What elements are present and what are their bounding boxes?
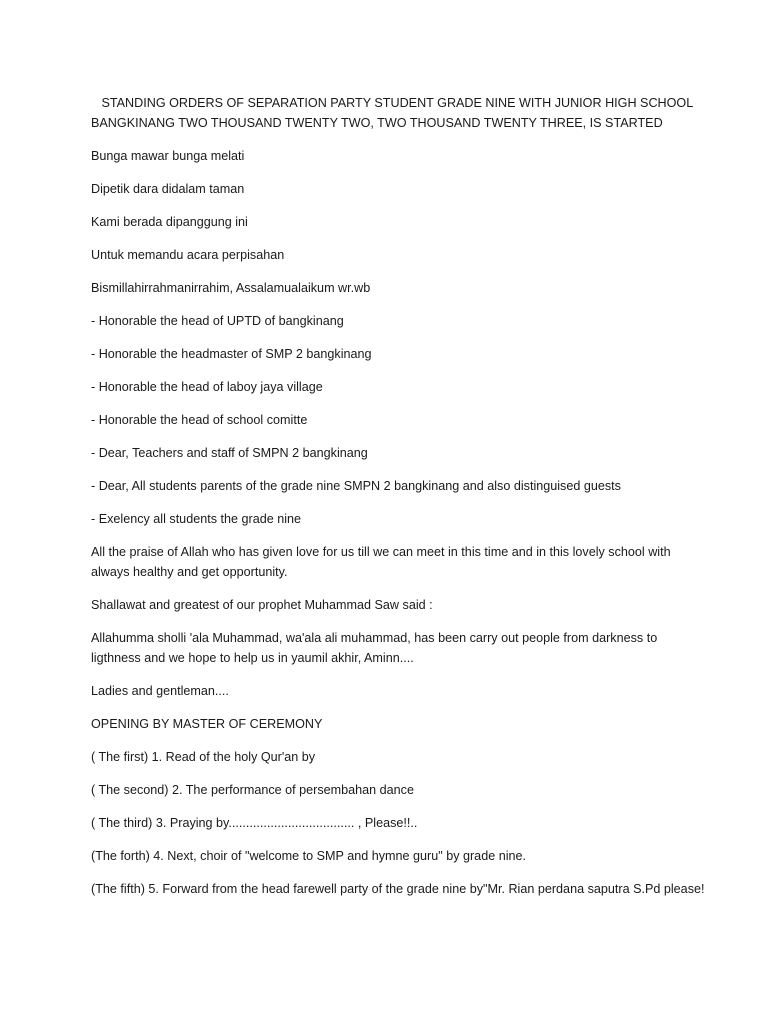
pantun-line-2: Dipetik dara didalam taman <box>91 182 245 196</box>
honorable-list-item: - Honorable the head of UPTD of bangkinang <box>91 314 344 328</box>
agenda-item: (The fifth) 5. Forward from the head farewell party of the grade nine by"Mr. Rian perdana saputra S.Pd please! <box>91 882 705 896</box>
shallawat-paragraph: Shallawat and greatest of our prophet Muhammad Saw said : <box>91 598 433 612</box>
pantun-line-4: Untuk memandu acara perpisahan <box>91 248 285 262</box>
document-title: STANDING ORDERS OF SEPARATION PARTY STUDENT GRADE NINE WITH JUNIOR HIGH SCHOOL BANGKINANG TWO THOUSAND TWENTY TWO, TWO THOUSAND TWENTY THREE, IS STARTED <box>91 96 697 130</box>
greeting-paragraph: Bismillahirrahmanirrahim, Assalamualaikum wr.wb <box>91 281 371 295</box>
honorable-list-item: - Dear, Teachers and staff of SMPN 2 bangkinang <box>91 446 368 460</box>
honorable-list-item: - Honorable the head of laboy jaya village <box>91 380 323 394</box>
ladies-paragraph: Ladies and gentleman.... <box>91 684 229 698</box>
honorable-list-item: - Honorable the headmaster of SMP 2 bangkinang <box>91 347 372 361</box>
agenda-item: ( The second) 2. The performance of persembahan dance <box>91 783 414 797</box>
pantun-line-1: Bunga mawar bunga melati <box>91 149 245 163</box>
praise-paragraph: All the praise of Allah who has given love for us till we can meet in this time and in this lovely school with always healthy and get opportunity. <box>91 545 675 579</box>
honorable-list-item: - Honorable the head of school comitte <box>91 413 308 427</box>
prayer-paragraph: Allahumma sholli 'ala Muhammad, wa'ala ali muhammad, has been carry out people from darkness to ligthness and we hope to help us in yaumil akhir, Aminn.... <box>91 631 661 665</box>
agenda-item: (The forth) 4. Next, choir of "welcome to SMP and hymne guru" by grade nine. <box>91 849 527 863</box>
agenda-item: ( The third) 3. Praying by.................................... , Please!!.. <box>91 816 418 830</box>
honorable-list-item: - Dear, All students parents of the grade nine SMPN 2 bangkinang and also distinguised guests <box>91 479 621 493</box>
agenda-item: ( The first) 1. Read of the holy Qur'an by <box>91 750 316 764</box>
honorable-list-item: - Exelency all students the grade nine <box>91 512 302 526</box>
section-heading: OPENING BY MASTER OF CEREMONY <box>91 717 323 731</box>
pantun-line-3: Kami berada dipanggung ini <box>91 215 248 229</box>
